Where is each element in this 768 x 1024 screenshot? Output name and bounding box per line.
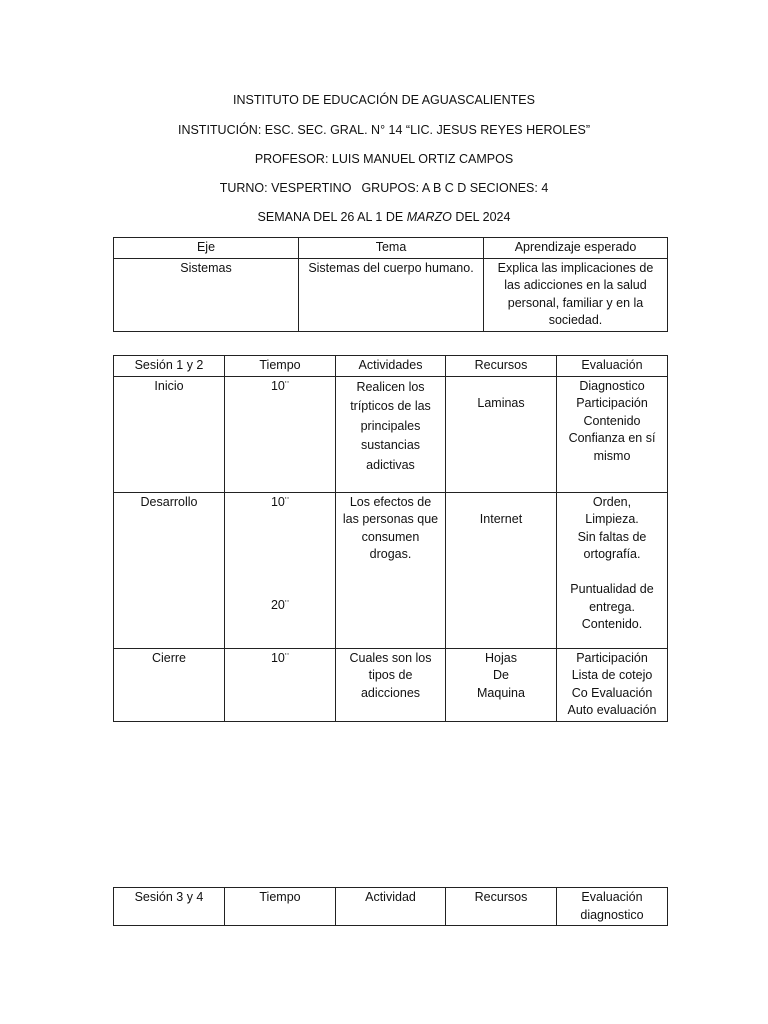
session-1-2-header bbox=[114, 356, 668, 377]
turno-grupos-line bbox=[0, 180, 768, 196]
actividad-line: tipos de bbox=[368, 668, 413, 682]
evaluacion-line: Limpieza. bbox=[585, 512, 639, 526]
session-1-2-table bbox=[113, 355, 668, 722]
tiempo-cell: 10¨ bbox=[225, 376, 336, 492]
actividad-line: Los efectos de bbox=[349, 494, 432, 509]
evaluacion-line: Diagnostico bbox=[579, 378, 645, 393]
sesion-cell: Cierre bbox=[114, 648, 225, 721]
actividad-line: adicciones bbox=[360, 685, 421, 700]
evaluacion-cell bbox=[557, 648, 668, 721]
evaluacion-line: Contenido bbox=[583, 413, 641, 428]
actividad-line: trípticos de las bbox=[350, 399, 431, 413]
header-recursos: Recursos bbox=[446, 356, 557, 377]
header-eje: Eje bbox=[114, 238, 299, 259]
eje-table bbox=[113, 237, 668, 332]
institution-line: INSTITUCIÓN: ESC. SEC. GRAL. N° 14 “LIC. JESUS REYES HEROLES” bbox=[177, 123, 591, 137]
institute-title: INSTITUTO DE EDUCACIÓN DE AGUASCALIENTES bbox=[233, 93, 535, 107]
table-row bbox=[114, 648, 668, 721]
header-evaluacion: Evaluación bbox=[557, 356, 668, 377]
week-month: MARZO bbox=[406, 210, 452, 224]
tiempo-cell bbox=[225, 492, 336, 648]
evaluacion-line: Participación bbox=[576, 650, 648, 665]
teacher-line: PROFESOR: LUIS MANUEL ORTIZ CAMPOS bbox=[254, 152, 514, 166]
actividad-line: principales bbox=[360, 418, 421, 433]
actividad-line: consumen bbox=[361, 529, 420, 544]
evaluacion-line: Lista de cotejo bbox=[571, 668, 653, 682]
session-3-4-table bbox=[113, 887, 668, 926]
header-evaluacion bbox=[557, 888, 668, 926]
eje-table-header bbox=[114, 238, 668, 259]
tiempo-value: 10¨ bbox=[270, 494, 290, 509]
aprendizaje-line: sociedad. bbox=[548, 313, 603, 327]
recursos-cell: Laminas bbox=[446, 376, 557, 492]
evaluacion-line bbox=[560, 564, 664, 582]
aprendizaje-line: Explica las implicaciones de bbox=[497, 260, 654, 275]
actividad-line: las personas que bbox=[342, 512, 439, 526]
evaluacion-line: Co Evaluación bbox=[571, 685, 653, 700]
header-aprendizaje: Aprendizaje esperado bbox=[484, 238, 668, 259]
actividades-cell bbox=[336, 648, 446, 721]
tiempo-value-2: 20¨ bbox=[270, 597, 290, 612]
tiempo-cell: 10¨ bbox=[225, 648, 336, 721]
actividad-line: adictivas bbox=[366, 457, 415, 472]
recurso-line: Maquina bbox=[477, 685, 525, 700]
actividades-cell bbox=[336, 492, 446, 648]
evaluacion-cell bbox=[557, 376, 668, 492]
evaluacion-line: Puntualidad de bbox=[570, 582, 654, 596]
header-sesion: Sesión 1 y 2 bbox=[114, 356, 225, 377]
recursos-cell bbox=[446, 648, 557, 721]
evaluacion-line: Contenido. bbox=[581, 617, 643, 631]
week-prefix: SEMANA DEL 26 AL 1 DE bbox=[257, 210, 407, 224]
evaluacion-line: entrega. bbox=[589, 599, 635, 614]
eje-cell: Sistemas bbox=[114, 258, 299, 331]
week-line bbox=[0, 209, 768, 225]
evaluacion-line: Sin faltas de bbox=[577, 529, 647, 544]
header-recursos: Recursos bbox=[446, 888, 557, 926]
header-tiempo: Tiempo bbox=[225, 356, 336, 377]
actividad-line: sustancias bbox=[360, 438, 421, 452]
recursos-cell: Internet bbox=[446, 492, 557, 648]
actividad-line: drogas. bbox=[369, 547, 412, 561]
sesion-cell: Desarrollo bbox=[114, 492, 225, 648]
evaluacion-line: mismo bbox=[593, 448, 631, 463]
evaluacion-line: Orden, bbox=[592, 494, 632, 509]
recurso-line: Hojas bbox=[485, 650, 517, 665]
sesion-cell: Inicio bbox=[114, 376, 225, 492]
aprendizaje-cell bbox=[484, 258, 668, 331]
tema-cell: Sistemas del cuerpo humano. bbox=[299, 258, 484, 331]
grupos-text: GRUPOS: A B C D SECIONES: 4 bbox=[361, 181, 549, 195]
table-row bbox=[114, 492, 668, 648]
table-row bbox=[114, 376, 668, 492]
evaluacion-line: ortografía. bbox=[583, 547, 641, 561]
week-suffix: DEL 2024 bbox=[451, 210, 511, 224]
actividades-cell bbox=[336, 376, 446, 492]
evaluacion-cell bbox=[557, 492, 668, 648]
header-actividad: Actividad bbox=[336, 888, 446, 926]
recurso-line: De bbox=[493, 668, 509, 682]
aprendizaje-line: personal, familiar y en la bbox=[507, 295, 644, 310]
table-row bbox=[114, 258, 668, 331]
evaluacion-header-line: Evaluación bbox=[581, 890, 643, 904]
turno-text: TURNO: VESPERTINO bbox=[219, 181, 352, 195]
actividad-line: Cuales son los bbox=[349, 650, 432, 665]
header-tema: Tema bbox=[299, 238, 484, 259]
aprendizaje-line: las adicciones en la salud bbox=[504, 278, 647, 292]
header-actividades: Actividades bbox=[336, 356, 446, 377]
evaluacion-line: Auto evaluación bbox=[567, 703, 657, 717]
evaluacion-header-line: diagnostico bbox=[580, 907, 644, 922]
header-sesion: Sesión 3 y 4 bbox=[114, 888, 225, 926]
evaluacion-line: Confianza en sí bbox=[568, 431, 656, 445]
evaluacion-line: Participación bbox=[576, 396, 648, 410]
header-tiempo: Tiempo bbox=[225, 888, 336, 926]
session-3-4-header bbox=[114, 888, 668, 926]
actividad-line: Realicen los bbox=[356, 379, 425, 394]
